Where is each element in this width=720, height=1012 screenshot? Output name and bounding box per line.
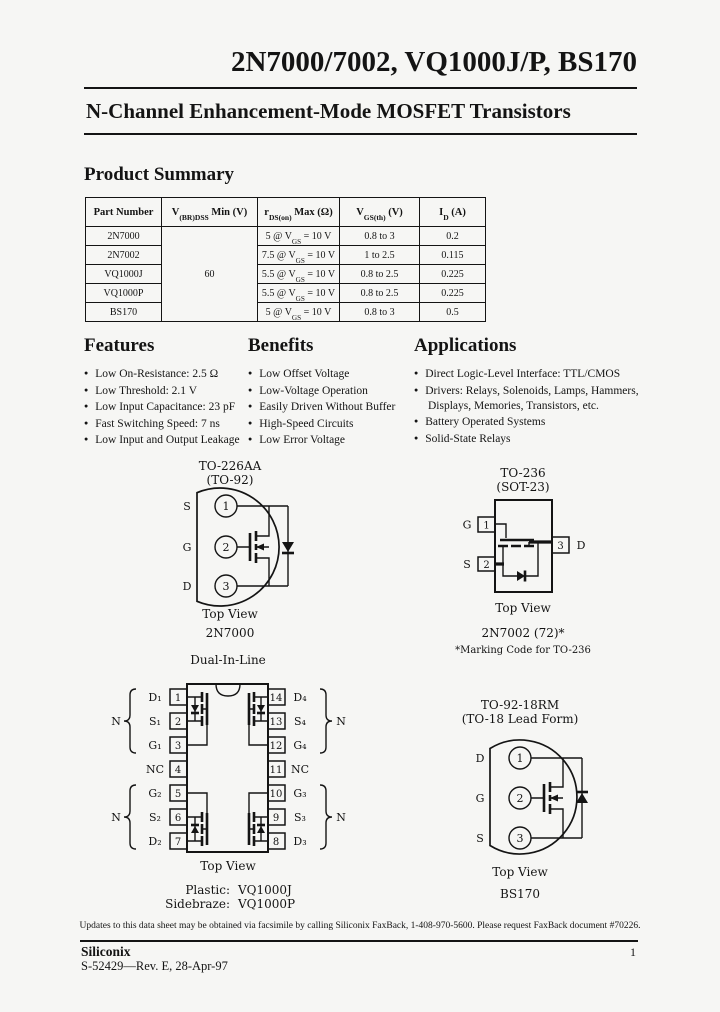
part-number-cell: BS170 [86,303,162,322]
list-item: ● Drivers: Relays, Solenoids, Lamps, Hammers, Displays, Memories, Transistors, etc. [414,383,670,414]
features-list [84,366,246,448]
benefits-section [248,335,414,449]
rdson-cell: 5.5 @ $V_{GS} = 10$ V [258,265,340,284]
pin-label: D [576,539,586,552]
column-header-rdson: $r_{DS(on)}$ Max (Ω) [258,198,340,227]
pin-label: D₁ [148,691,162,704]
plastic-label: Plastic: [185,883,230,897]
pin-label: D [475,752,485,765]
page-number: 1 [630,945,636,959]
pin-number: 12 [269,741,283,752]
id-cell: 0.2 [420,227,486,246]
rdson-cell: 5 @ $V_{GS} = 10$ V [258,227,340,246]
product-summary-heading: Product Summary [84,164,235,185]
page-title: 2N7000/7002, VQ1000J/P, BS170 [230,46,637,78]
list-item: ● Low Threshold: 2.1 V [84,383,246,399]
pin-number: 3 [174,741,182,752]
pin-number: 6 [174,813,182,824]
pin-number: 2 [174,717,182,728]
benefits-list [248,366,414,448]
part-number-label: 2N7002 (72)* [481,626,565,640]
list-item: ● Low Input Capacitance: 23 pF [84,399,246,415]
column-header-id: $I_D$ (A) [420,198,486,227]
group-label: N [336,715,346,728]
pin-label: D₃ [293,835,307,848]
list-item: ● Battery Operated Systems [414,414,670,430]
group-brace [320,785,332,849]
pin-number: 1 [174,693,182,704]
plastic-part-number: VQ1000J [238,883,292,897]
top-view-label: Top View [200,859,256,873]
list-item: ● Direct Logic-Level Interface: TTL/CMOS [414,366,670,382]
table-row [86,265,486,284]
package-diagram-to18 [438,695,642,905]
benefits-heading: Benefits [248,335,314,356]
pin-number: 2 [516,792,524,805]
pin-label: S₄ [294,715,306,728]
group-brace [124,785,136,849]
list-item: ● Low-Voltage Operation [248,383,414,399]
faxback-note: Updates to this data sheet may be obtained via facsimile by calling Siliconix FaxBack, 1-408-970-5600. Please request FaxBack document #70226. [79,921,641,931]
part-number-cell: VQ1000P [86,284,162,303]
package-name: TO-226AA [198,459,262,473]
pin-label: G [462,518,472,532]
mosfet-symbol-2 [188,793,207,846]
column-header-vbrdss: $V_{(BR)DSS}$ Min (V) [162,198,258,227]
rdson-cell: 5.5 @ $V_{GS} = 10$ V [258,284,340,303]
list-item: ● Solid-State Relays [414,431,670,447]
applications-list [414,366,670,447]
sidebraze-part-number: VQ1000P [238,897,296,911]
pin-number: 5 [174,789,182,800]
group-label: N [111,811,121,824]
pin-number: 11 [269,765,283,776]
id-cell: 0.225 [420,284,486,303]
subtitle-rule [84,133,637,135]
id-cell: 0.5 [420,303,486,322]
page-subtitle: N-Channel Enhancement-Mode MOSFET Transistors [86,99,571,123]
package-name-variant: (TO-18 Lead Form) [461,712,579,726]
mosfet-symbol-4 [249,692,268,745]
list-item: ● Low Input and Output Leakage [84,432,246,448]
package-name-variant: (SOT-23) [496,480,550,494]
top-view-label: Top View [492,865,548,879]
top-view-label: Top View [202,607,258,621]
document-revision: S-52429—Rev. E, 28-Apr-97 [81,959,228,973]
table-row [86,227,486,246]
pin-label: S [463,558,471,571]
pin-number: 10 [269,789,283,800]
package-outline [187,684,268,852]
rdson-cell: 5 @ $V_{GS} = 10$ V [258,303,340,322]
top-view-label: Top View [495,601,551,615]
footer-rule [80,940,638,942]
package-outline [490,740,577,854]
list-item: ● Fast Switching Speed: 7 ns [84,416,246,432]
rdson-cell: 7.5 @ $V_{GS} = 10$ V [258,246,340,265]
pin-label: D [182,580,192,593]
package-diagram-sot23 [440,464,664,660]
table-row [86,303,486,322]
pin-label: G₂ [148,787,162,800]
product-summary-table [85,197,486,322]
list-item: ● Low Error Voltage [248,432,414,448]
part-number-label: BS170 [500,887,540,901]
package-diagram-to92 [148,456,352,644]
package-name: TO-236 [500,466,546,480]
mosfet-symbol-1 [188,692,207,745]
list-item: ● High-Speed Circuits [248,416,414,432]
pin-number: 2 [222,541,230,554]
table-row [86,246,486,265]
body-diode-icon [576,793,588,803]
pin-label: S [476,832,484,845]
pin-number: 1 [483,520,490,532]
package-name-variant: (TO-92) [206,473,254,487]
package-diagram-dip [108,650,358,912]
pin-label: S [183,500,191,513]
pin-label: G [182,541,192,554]
part-number-cell: 2N7000 [86,227,162,246]
features-section [84,335,246,449]
list-item: ● Low Offset Voltage [248,366,414,382]
pin-label: NC [145,763,165,776]
index-notch [216,684,240,696]
group-brace [124,689,136,753]
group-label: N [336,811,346,824]
vgsth-cell: 1 to 2.5 [340,246,420,265]
pin-number: 8 [272,837,280,848]
table-row [86,284,486,303]
pin-number: 9 [272,813,280,824]
column-header-part-number: Part Number [86,198,162,227]
column-header-vgsth: $V_{GS(th)}$ (V) [340,198,420,227]
features-heading: Features [84,335,155,356]
pin-number: 14 [269,693,283,704]
table-header-row [86,198,486,227]
pin-number: 3 [557,541,564,552]
pin-number: 3 [516,832,524,845]
group-label: N [111,715,121,728]
vgsth-cell: 0.8 to 3 [340,303,420,322]
vgsth-cell: 0.8 to 2.5 [340,284,420,303]
list-item: ● Easily Driven Without Buffer [248,399,414,415]
part-number-label: 2N7000 [205,626,255,640]
pin-label: G₄ [293,739,307,752]
list-item: ● Low On-Resistance: 2.5 Ω [84,366,246,382]
applications-section [414,335,670,447]
pin-number: 1 [222,500,230,513]
pin-label: S₂ [149,811,161,824]
marking-code-note: *Marking Code for TO-236 [455,645,591,656]
mosfet-symbol-3 [249,793,268,846]
pin-label: G [475,792,485,805]
pin-label: NC [290,763,310,776]
pin-label: D₂ [148,835,162,848]
vgsth-cell: 0.8 to 2.5 [340,265,420,284]
id-cell: 0.225 [420,265,486,284]
package-name: TO-92-18RM [480,698,560,712]
part-number-cell: VQ1000J [86,265,162,284]
pin-number: 4 [174,765,182,776]
group-brace [320,689,332,753]
brand-name: Siliconix [81,944,131,959]
pin-label: G₃ [293,787,307,800]
body-diode-icon [282,542,294,552]
id-cell: 0.115 [420,246,486,265]
pin-number: 2 [483,560,490,571]
pin-number: 13 [269,717,283,728]
pin-label: S₁ [149,715,161,728]
part-number-cell: 2N7002 [86,246,162,265]
pin-label: S₃ [294,811,306,824]
applications-heading: Applications [414,335,517,356]
mosfet-wires [495,524,538,576]
package-name: Dual-In-Line [190,653,266,667]
vgsth-cell: 0.8 to 3 [340,227,420,246]
pin-label: G₁ [148,739,162,752]
mosfet-gate-channel [250,531,256,563]
pin-number: 3 [222,580,230,593]
vbrdss-cell: 60 [162,227,258,322]
mosfet-gate-channel [544,782,550,814]
title-rule [84,87,637,89]
sidebraze-label: Sidebraze: [165,897,230,911]
pin-label: D₄ [293,691,307,704]
pin-number: 1 [516,752,524,765]
pin-number: 7 [174,837,182,848]
